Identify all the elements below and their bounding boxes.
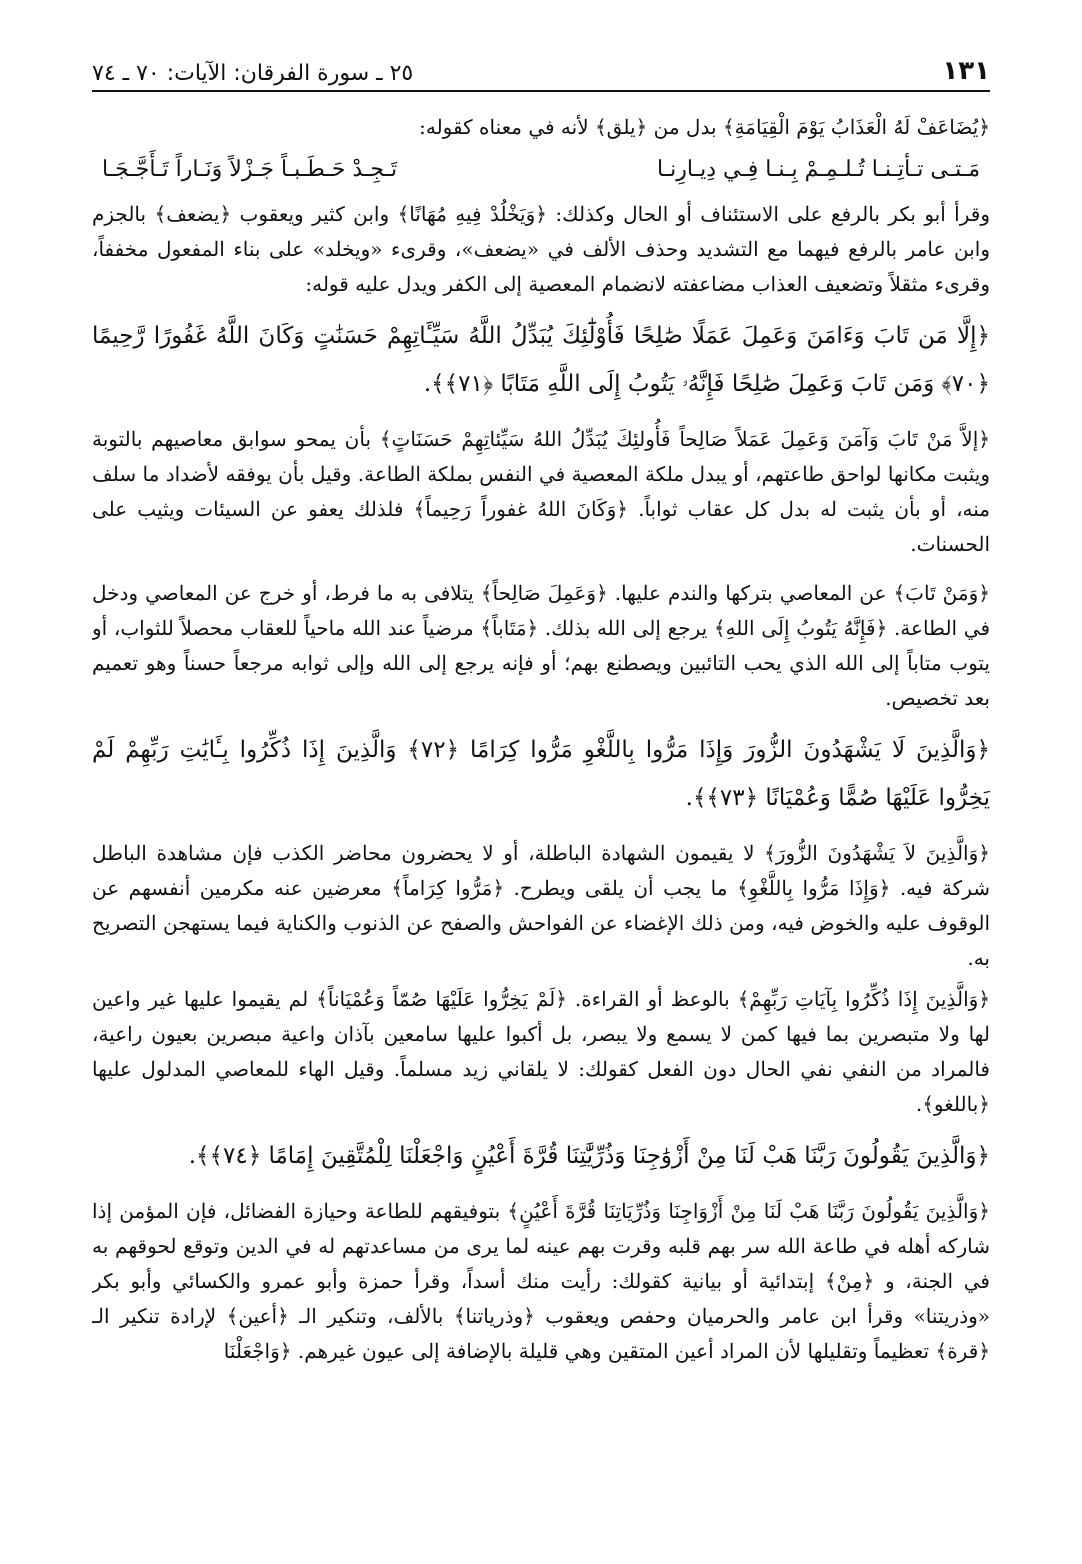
poetry-verse	[92, 151, 990, 189]
commentary-paragraph-2: وقرأ أبو بكر بالرفع على الاستئناف أو الحال وكذلك: ﴿وَيَخْلُدْ فِيهِ مُهَانًا﴾ وابن كثير ويعقوب ﴿يضعف﴾ بالجزم وابن عامر بالرفع فيهما مع التشديد وحذف الألف في «يضعف»، وقرىء «ويخلد» على بناء المفعول مخففاً، وقرىء مثقلاً وتضعيف العذاب مضاعفته لانضمام المعصية إلى الكفر ويدل عليه قوله:	[92, 202, 990, 296]
page-body	[92, 110, 990, 1548]
commentary-paragraph-1: ﴿يُضَاعَفْ لَهُ الْعَذَابُ يَوْمَ الْقِيَامَةِ﴾ بدل من ﴿يلق﴾ لأنه في معناه كقوله:	[419, 115, 990, 139]
running-head: ٢٥ ـ سورة الفرقان: الآيات: ٧٠ ـ ٧٤	[92, 61, 414, 86]
commentary-paragraph-6: ﴿وَالَّذِينَ إِذَا ذُكِّرُوا بِآيَاتِ رَبِّهِمْ﴾ بالوعظ أو القراءة. ﴿لَمْ يَخِرُّوا عَلَيْهَا صُمّاً وَعُمْيَاناً﴾ لم يقيموا عليها غير واعين لها ولا متبصرين بما فيها كمن لا يسمع ولا يبصر، بل أكبوا عليها سامعين بآذان واعية مبصرين بعيون راعية، فالمراد من النفي نفي الحال دون الفعل كقولك: لا يلقاني زيد مسلماً. وقيل الهاء للمعاصي المدلول عليها ﴿باللغو﴾.	[92, 987, 990, 1116]
commentary-paragraph-5: ﴿وَالَّذِينَ لاَ يَشْهَدُونَ الزُّورَ﴾ لا يقيمون الشهادة الباطلة، أو لا يحضرون محاضر الكذب فإن مشاهدة الباطل شركة فيه. ﴿وَإِذَا مَرُّوا بِاللَّغْوِ﴾ ما يجب أن يلقى ويطرح. ﴿مَرُّوا كِرَاماً﴾ معرضين عنه مكرمين أنفسهم عن الوقوف عليه والخوض فيه، ومن ذلك الإغضاء عن الفواحش والصفح عن الذنوب والكناية فيما يستهجن التصريح به.	[92, 841, 990, 970]
page-header	[92, 48, 990, 92]
verse-hemistich-second: تَـجِـدْ حَـطَـبـاً جَـزْلاً وَنَـاراً تَـأَجَّـجَـا	[102, 157, 398, 182]
commentary-paragraph-4: ﴿وَمَنْ تَابَ﴾ عن المعاصي بتركها والندم عليها. ﴿وَعَمِلَ صَالِحاً﴾ يتلافى به ما فرط، أو خرج عن المعاصي ودخل في الطاعة. ﴿فَإِنَّهُ يَتُوبُ إِلَى اللهِ﴾ يرجع إلى الله بذلك. ﴿مَتَاباً﴾ مرضياً عند الله ماحياً للعقاب محصلاً للثواب، أو يتوب متاباً إلى الله الذي يحب التائبين ويصطنع بهم؛ أو فإنه يرجع إلى الله وإلى ثوابه مرجعاً حسناً وهو تعميم بعد تخصيص.	[92, 581, 990, 710]
commentary-paragraph-7: ﴿وَالَّذِينَ يَقُولُونَ رَبَّنَا هَبْ لَنَا مِنْ أَزْوَاجِنَا وَذُرِّيَاتِنَا قُرَّةَ أَعْيُنٍ﴾ بتوفيقهم للطاعة وحيازة الفضائل، فإن المؤمن إذا شاركه أهله في طاعة الله سر بهم قلبه وقرت بهم عينه لما يرى من مساعدتهم له في الدين وتوقع لحوقهم به في الجنة، و ﴿مِنْ﴾ إبتدائية أو بيانية كقولك: رأيت منك أسداً، وقرأ حمزة وأبو عمرو والكسائي وأبو بكر «وذريتنا» وقرأ ابن عامر والحرميان وحفص ويعقوب ﴿وذرياتنا﴾ بالألف، وتنكير الـ ﴿أعين﴾ لإرادة تنكير الـ ﴿قرة﴾ تعظيماً وتقليلها لأن المراد أعين المتقين وهي قليلة بالإضافة إلى عيون غيرهم. ﴿وَاجْعَلْنَا	[92, 1199, 990, 1363]
quran-verse-74: ﴿وَالَّذِينَ يَقُولُونَ رَبَّنَا هَبْ لَنَا مِنْ أَزْوَٰجِنَا وَذُرِّيَّٰتِنَا قُرَّةَ أَعْيُنٍ وَاجْعَلْنَا لِلْمُتَّقِينَ إِمَامًا ﴿٧٤﴾﴾.	[188, 1143, 990, 1169]
commentary-paragraph-3: ﴿إلاَّ مَنْ تَابَ وَآمَنَ وَعَمِلَ عَمَلاً صَالِحاً فَأُولئِكَ يُبَدِّلُ اللهُ سَيِّئاتِهِمْ حَسَنَاتٍ﴾ بأن يمحو سوابق معاصيهم بالتوبة ويثبت مكانها لواحق طاعتهم، أو يبدل ملكة المعصية في النفس بملكة الطاعة. وقيل بأن يوفقه لأضداد ما سلف منه، أو بأن يثبت له بدل كل عقاب ثواباً. ﴿وَكَانَ اللهُ غفوراً رَحِيماً﴾ فلذلك يعفو عن السيئات ويثيب على الحسنات.	[92, 427, 990, 556]
verse-hemistich-first: مَـتـى تـأتِـنـا تُـلـمِـمْ بِـنـا فِـي دِيـارِنـا	[657, 157, 980, 182]
page-number: ١٣١	[942, 56, 990, 86]
quran-verses-72-73: ﴿وَالَّذِينَ لَا يَشْهَدُونَ الزُّورَ وَإِذَا مَرُّوا بِاللَّغْوِ مَرُّوا كِرَامًا ﴿٧٢﴾ وَالَّذِينَ إِذَا ذُكِّرُوا بِـَٔايَٰتِ رَبِّهِمْ لَمْ يَخِرُّوا عَلَيْهَا صُمًّا وَعُمْيَانًا ﴿٧٣﴾﴾.	[92, 737, 990, 811]
quran-verses-70-71: ﴿إِلَّا مَن تَابَ وَءَامَنَ وَعَمِلَ عَمَلًا صَٰلِحًا فَأُوْلَٰٓئِكَ يُبَدِّلُ اللَّهُ سَيِّـَٔاتِهِمْ حَسَنَٰتٍ وَكَانَ اللَّهُ غَفُورًا رَّحِيمًا ﴿٧٠﴾ وَمَن تَابَ وَعَمِلَ صَٰلِحًا فَإِنَّهُۥ يَتُوبُ إِلَى اللَّهِ مَتَابًا ﴿٧١﴾﴾.	[92, 323, 990, 397]
